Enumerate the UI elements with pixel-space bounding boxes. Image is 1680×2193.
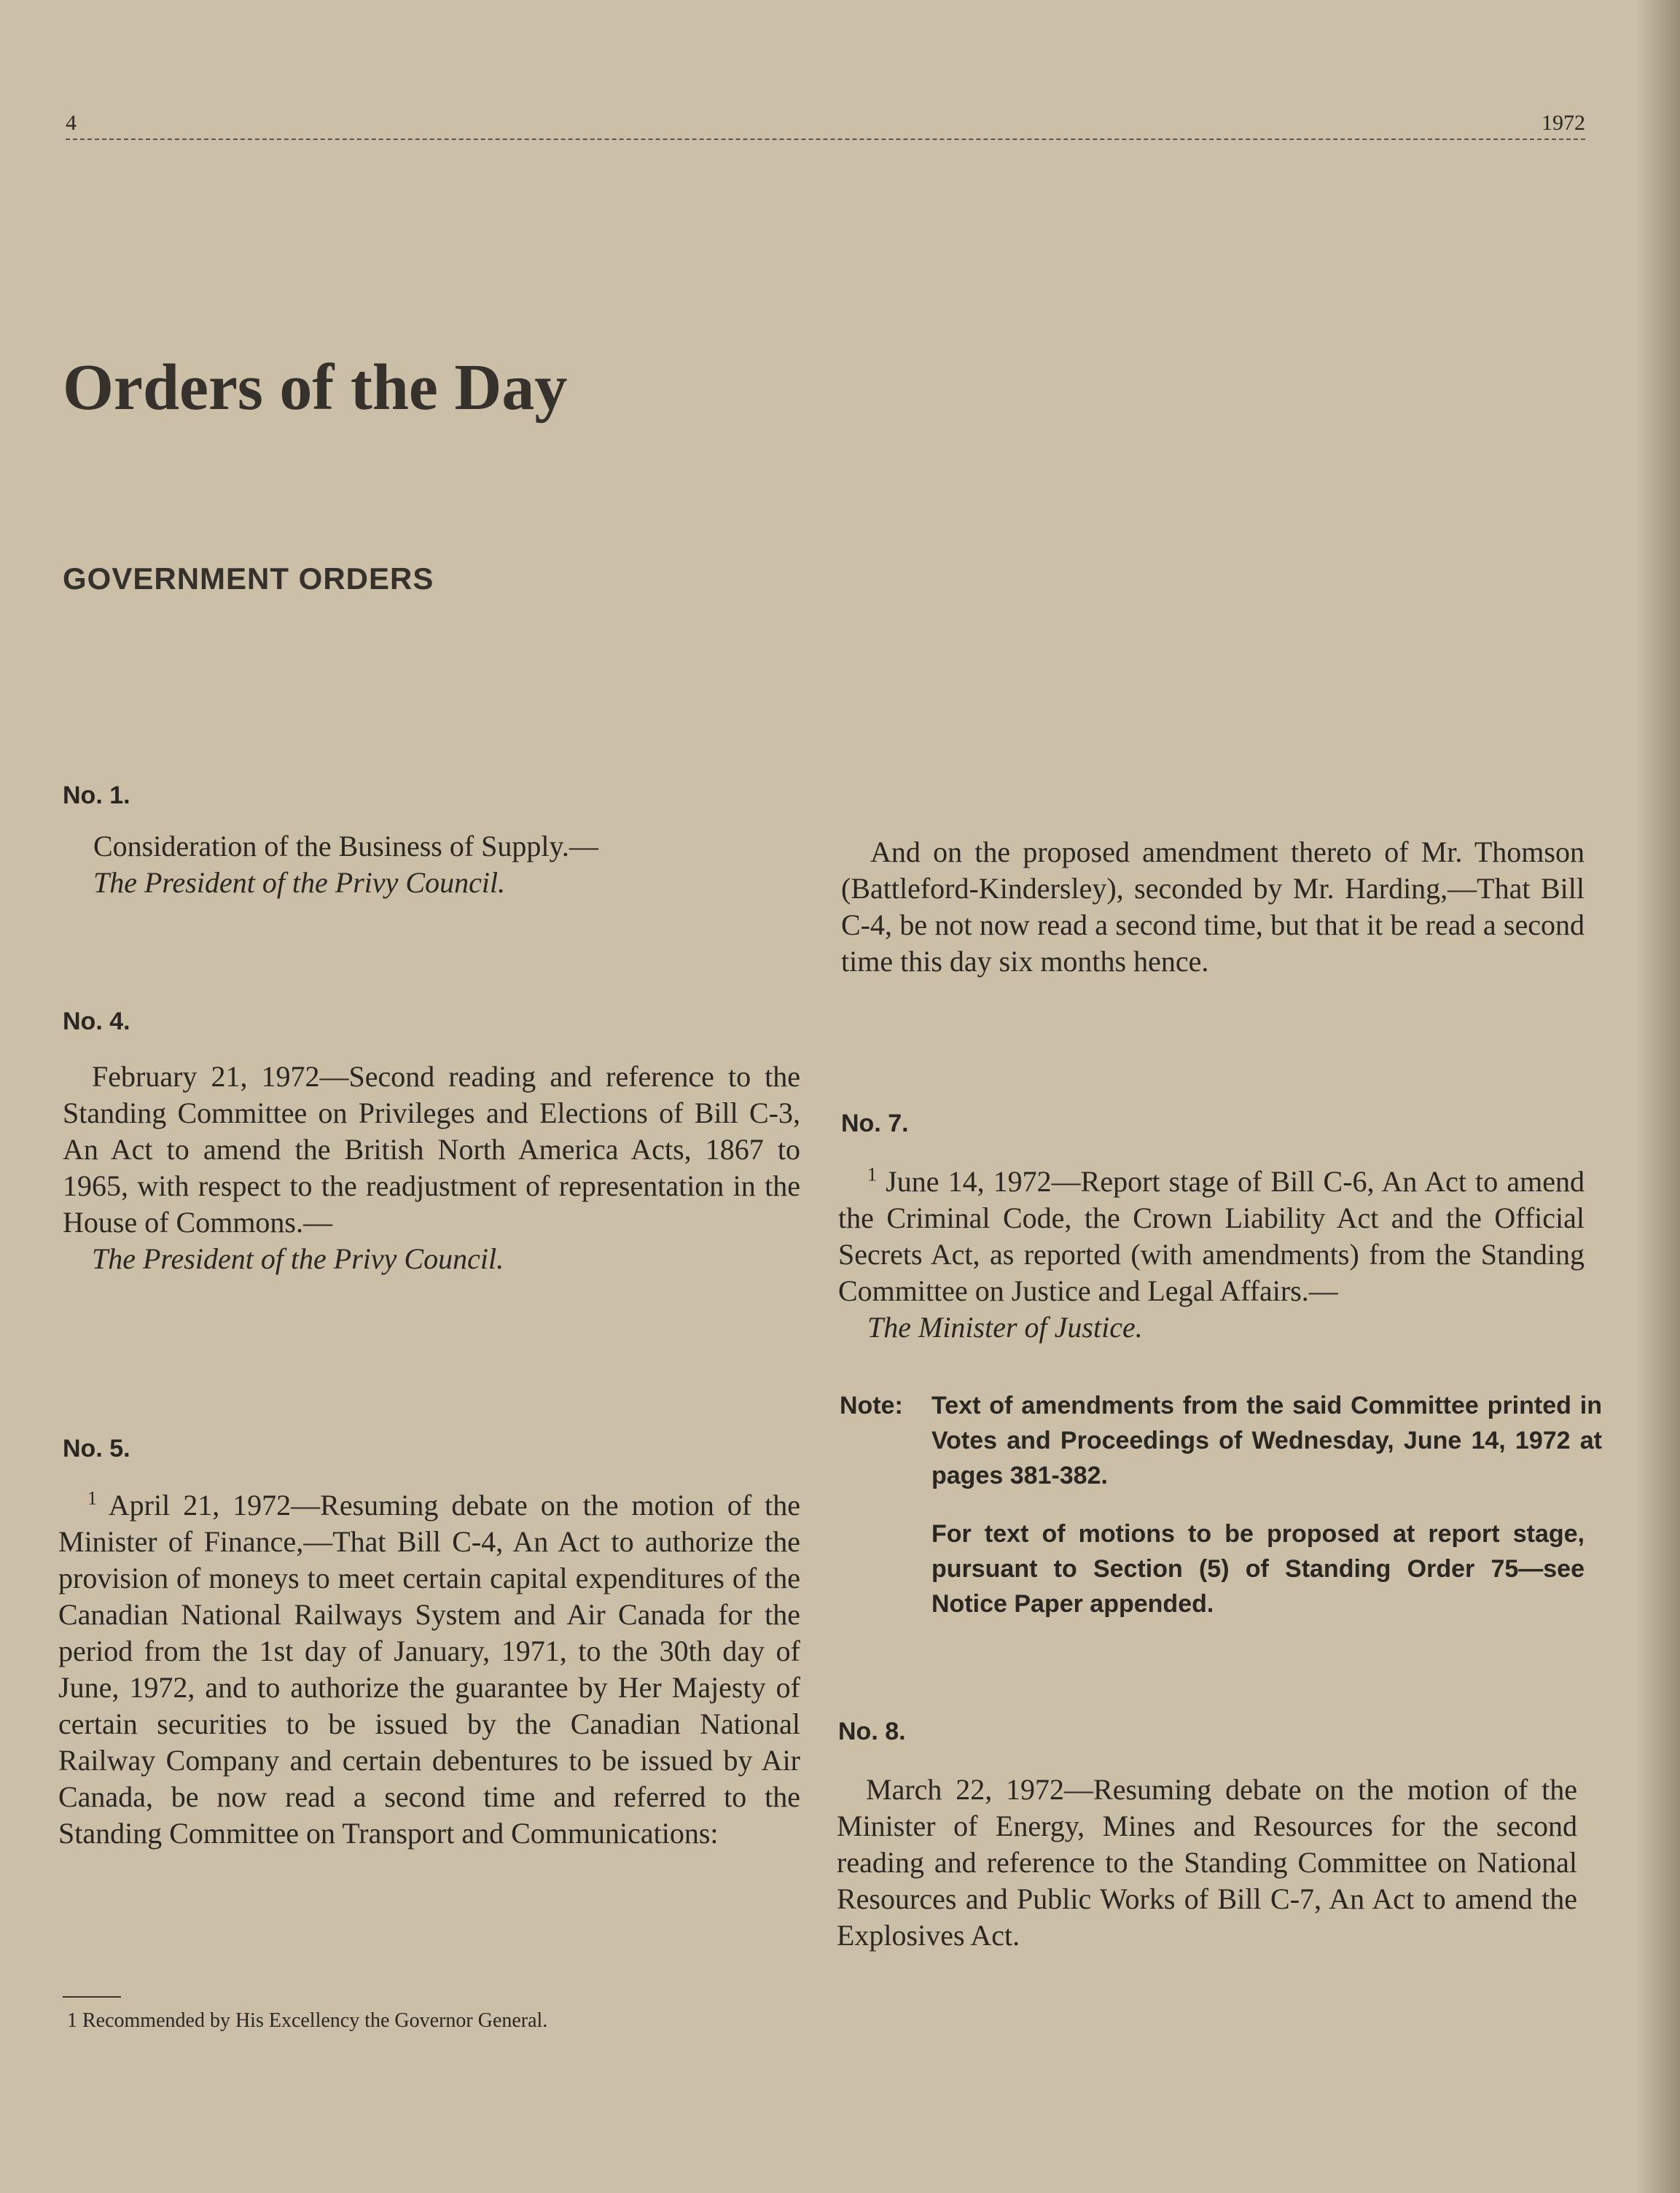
footnote-marker: 1 (87, 1487, 97, 1509)
order-label-no1: No. 1. (63, 782, 130, 809)
order-no1-sponsor: The President of the Privy Council. (93, 866, 506, 899)
footnote-marker: 1 (867, 1164, 877, 1185)
order-label-no5: No. 5. (63, 1435, 130, 1462)
order-no5-amendment-text (841, 834, 1585, 980)
page-edge-shadow (1636, 0, 1680, 2193)
order-label-no4: No. 4. (63, 1008, 130, 1035)
order-no4-text (63, 1059, 800, 1277)
footnote-mark: 1 (67, 2009, 77, 2032)
note-text-1: Text of amendments from the said Committee printed in Votes and Proceedings of Wednesday, June 14, 1972 at pages 381-382. (931, 1392, 1602, 1489)
order-no4-body: February 21, 1972—Second reading and reference to the Standing Committee on Privileges and Elections of Bill C-3, An Act to amend the British North America Acts, 1867 to 1965, with respect to the readjustment of representation in the House of Commons.— (63, 1060, 800, 1239)
order-no7-body: June 14, 1972—Report stage of Bill C-6, An Act to amend the Criminal Code, the Crown Liability Act and the Official Secrets Act, as reported (with amendments) from the Standing Committee on Justice and Legal Affairs.— (838, 1165, 1585, 1307)
note-text-2: For text of motions to be proposed at report stage, pursuant to Section (5) of Standing Order 75—see Notice Paper appended. (931, 1520, 1585, 1618)
section-heading: GOVERNMENT ORDERS (63, 561, 434, 596)
order-no5-amendment-body: And on the proposed amendment thereto of Mr. Thomson (Battleford-Kindersley), seconded by Mr. Harding,—That Bill C-4, be not now read a second time, but that it be read a second time this day six months hence. (841, 835, 1585, 978)
order-label-no7: No. 7. (841, 1110, 909, 1137)
order-no7-text (838, 1164, 1585, 1346)
order-no8-body: March 22, 1972—Resuming debate on the motion of the Minister of Energy, Mines and Resources for the second reading and reference to the Standing Committee on National Resources and Public Works of Bill C-7, An Act to amend the Explosives Act. (837, 1773, 1577, 1952)
page-title: Orders of the Day (63, 351, 568, 424)
page-header (66, 102, 1585, 140)
order-no5-text (58, 1487, 800, 1852)
order-no7-sponsor: The Minister of Justice. (867, 1311, 1143, 1344)
order-no7-note-2 (931, 1516, 1585, 1621)
order-label-no8: No. 8. (838, 1718, 906, 1745)
footnote-rule (63, 1996, 121, 1998)
header-year: 1972 (1542, 111, 1585, 135)
note-label: Note: (840, 1392, 903, 1419)
page-number: 4 (66, 111, 77, 135)
order-no4-sponsor: The President of the Privy Council. (92, 1242, 504, 1275)
order-no8-text (837, 1772, 1577, 1954)
order-no1-body: Consideration of the Business of Supply.— (93, 830, 598, 862)
order-no1-text (64, 828, 800, 901)
order-no5-body: April 21, 1972—Resuming debate on the motion of the Minister of Finance,—That Bill C-4, An Act to authorize the provision of moneys to meet certain capital expenditures of the Canadian National Railways System and Air Canada for the period from the 1st day of January, 1971, to the 30th day of June, 1972, and to authorize the guarantee by Her Majesty of certain securities to be issued by the Canadian National Railway Company and certain debentures to be issued by Air Canada, be now read a second time and referred to the Standing Committee on Transport and Communications: (58, 1489, 801, 1850)
footnote-text: Recommended by His Excellency the Governor General. (82, 2009, 548, 2032)
footnote (67, 2009, 547, 2033)
